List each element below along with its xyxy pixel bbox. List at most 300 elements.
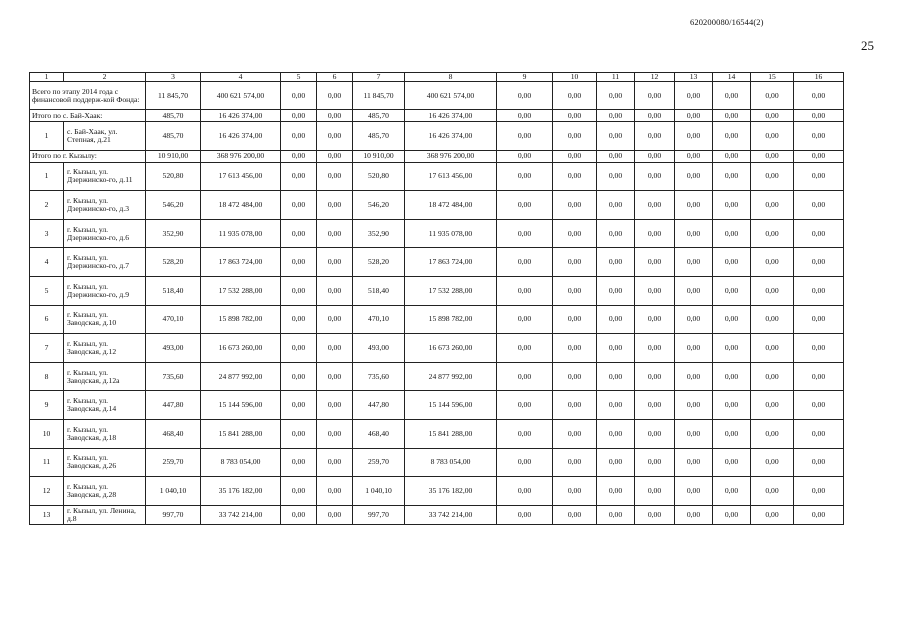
value-cell: 0,00 bbox=[317, 305, 353, 334]
value-cell: 0,00 bbox=[597, 505, 635, 524]
value-cell: 0,00 bbox=[713, 219, 751, 248]
value-cell: 0,00 bbox=[751, 448, 794, 477]
table-row bbox=[30, 162, 844, 191]
value-cell: 0,00 bbox=[497, 219, 553, 248]
value-cell: 18 472 484,00 bbox=[201, 191, 281, 220]
value-cell: 0,00 bbox=[281, 477, 317, 506]
value-cell: 0,00 bbox=[553, 448, 597, 477]
table-row bbox=[30, 362, 844, 391]
value-cell: 0,00 bbox=[635, 82, 675, 110]
value-cell: 0,00 bbox=[597, 362, 635, 391]
value-cell: 0,00 bbox=[794, 391, 844, 420]
value-cell: 0,00 bbox=[281, 162, 317, 191]
value-cell: 520,80 bbox=[353, 162, 405, 191]
value-cell: 0,00 bbox=[794, 191, 844, 220]
address-cell: г. Кызыл, ул. Заводская, д.12а bbox=[64, 362, 146, 391]
value-cell: 0,00 bbox=[751, 362, 794, 391]
value-cell: 0,00 bbox=[751, 122, 794, 151]
value-cell: 0,00 bbox=[713, 419, 751, 448]
value-cell: 0,00 bbox=[553, 391, 597, 420]
value-cell: 0,00 bbox=[635, 419, 675, 448]
value-cell: 0,00 bbox=[281, 362, 317, 391]
column-number: 7 bbox=[353, 73, 405, 82]
value-cell: 0,00 bbox=[597, 110, 635, 122]
value-cell: 470,10 bbox=[146, 305, 201, 334]
value-cell: 0,00 bbox=[794, 477, 844, 506]
address-cell: г. Кызыл, ул. Дзержинско-го, д.7 bbox=[64, 248, 146, 277]
value-cell: 0,00 bbox=[713, 191, 751, 220]
value-cell: 0,00 bbox=[794, 419, 844, 448]
value-cell: 0,00 bbox=[317, 419, 353, 448]
value-cell: 0,00 bbox=[553, 82, 597, 110]
value-cell: 0,00 bbox=[713, 122, 751, 151]
value-cell: 0,00 bbox=[597, 82, 635, 110]
table-row bbox=[30, 219, 844, 248]
value-cell: 0,00 bbox=[317, 110, 353, 122]
value-cell: 0,00 bbox=[675, 419, 713, 448]
value-cell: 11 845,70 bbox=[353, 82, 405, 110]
column-number: 2 bbox=[64, 73, 146, 82]
value-cell: 0,00 bbox=[675, 219, 713, 248]
value-cell: 0,00 bbox=[497, 82, 553, 110]
value-cell: 0,00 bbox=[497, 305, 553, 334]
value-cell: 528,20 bbox=[146, 248, 201, 277]
value-cell: 8 783 054,00 bbox=[201, 448, 281, 477]
value-cell: 0,00 bbox=[794, 448, 844, 477]
value-cell: 0,00 bbox=[553, 219, 597, 248]
value-cell: 0,00 bbox=[553, 505, 597, 524]
value-cell: 518,40 bbox=[353, 276, 405, 305]
value-cell: 0,00 bbox=[713, 276, 751, 305]
column-number: 16 bbox=[794, 73, 844, 82]
value-cell: 0,00 bbox=[317, 150, 353, 162]
value-cell: 15 841 288,00 bbox=[201, 419, 281, 448]
value-cell: 493,00 bbox=[146, 334, 201, 363]
value-cell: 35 176 182,00 bbox=[201, 477, 281, 506]
value-cell: 0,00 bbox=[675, 110, 713, 122]
value-cell: 0,00 bbox=[317, 162, 353, 191]
value-cell: 0,00 bbox=[794, 248, 844, 277]
value-cell: 485,70 bbox=[353, 110, 405, 122]
row-number: 4 bbox=[30, 248, 64, 277]
column-number: 14 bbox=[713, 73, 751, 82]
value-cell: 0,00 bbox=[497, 150, 553, 162]
table-row bbox=[30, 419, 844, 448]
value-cell: 0,00 bbox=[597, 448, 635, 477]
value-cell: 0,00 bbox=[553, 419, 597, 448]
value-cell: 1 040,10 bbox=[146, 477, 201, 506]
value-cell: 0,00 bbox=[597, 122, 635, 151]
value-cell: 24 877 992,00 bbox=[405, 362, 497, 391]
value-cell: 0,00 bbox=[713, 334, 751, 363]
value-cell: 0,00 bbox=[794, 122, 844, 151]
value-cell: 0,00 bbox=[317, 122, 353, 151]
value-cell: 0,00 bbox=[751, 419, 794, 448]
value-cell: 0,00 bbox=[751, 150, 794, 162]
value-cell: 16 673 260,00 bbox=[201, 334, 281, 363]
value-cell: 15 144 596,00 bbox=[405, 391, 497, 420]
value-cell: 0,00 bbox=[635, 477, 675, 506]
column-number: 1 bbox=[30, 73, 64, 82]
value-cell: 0,00 bbox=[317, 477, 353, 506]
value-cell: 33 742 214,00 bbox=[405, 505, 497, 524]
document-code: 620200080/16544(2) bbox=[690, 17, 764, 27]
value-cell: 0,00 bbox=[635, 276, 675, 305]
value-cell: 0,00 bbox=[713, 82, 751, 110]
value-cell: 0,00 bbox=[751, 276, 794, 305]
value-cell: 0,00 bbox=[751, 110, 794, 122]
value-cell: 0,00 bbox=[794, 162, 844, 191]
value-cell: 0,00 bbox=[317, 82, 353, 110]
row-number: 8 bbox=[30, 362, 64, 391]
value-cell: 400 621 574,00 bbox=[405, 82, 497, 110]
value-cell: 0,00 bbox=[713, 305, 751, 334]
value-cell: 0,00 bbox=[497, 248, 553, 277]
value-cell: 0,00 bbox=[675, 505, 713, 524]
value-cell: 0,00 bbox=[635, 448, 675, 477]
value-cell: 0,00 bbox=[635, 505, 675, 524]
value-cell: 0,00 bbox=[553, 110, 597, 122]
page-number: 25 bbox=[861, 38, 874, 53]
value-cell: 17 532 288,00 bbox=[201, 276, 281, 305]
column-number: 10 bbox=[553, 73, 597, 82]
value-cell: 0,00 bbox=[635, 191, 675, 220]
value-cell: 0,00 bbox=[317, 362, 353, 391]
column-number: 13 bbox=[675, 73, 713, 82]
total-label: Всего по этапу 2014 года с финансовой поддерж-кой Фонда: bbox=[30, 82, 146, 110]
column-number: 12 bbox=[635, 73, 675, 82]
value-cell: 0,00 bbox=[281, 191, 317, 220]
column-number: 8 bbox=[405, 73, 497, 82]
row-number: 10 bbox=[30, 419, 64, 448]
value-cell: 0,00 bbox=[281, 419, 317, 448]
value-cell: 0,00 bbox=[713, 110, 751, 122]
value-cell: 0,00 bbox=[751, 391, 794, 420]
value-cell: 520,80 bbox=[146, 162, 201, 191]
total-row bbox=[30, 150, 844, 162]
value-cell: 0,00 bbox=[281, 448, 317, 477]
row-number: 1 bbox=[30, 122, 64, 151]
value-cell: 17 863 724,00 bbox=[201, 248, 281, 277]
value-cell: 518,40 bbox=[146, 276, 201, 305]
row-number: 13 bbox=[30, 505, 64, 524]
value-cell: 0,00 bbox=[281, 122, 317, 151]
value-cell: 0,00 bbox=[553, 150, 597, 162]
table-row bbox=[30, 505, 844, 524]
value-cell: 0,00 bbox=[635, 305, 675, 334]
value-cell: 0,00 bbox=[497, 505, 553, 524]
value-cell: 16 673 260,00 bbox=[405, 334, 497, 363]
value-cell: 1 040,10 bbox=[353, 477, 405, 506]
row-number: 2 bbox=[30, 191, 64, 220]
value-cell: 0,00 bbox=[553, 477, 597, 506]
value-cell: 0,00 bbox=[597, 391, 635, 420]
value-cell: 0,00 bbox=[794, 82, 844, 110]
table-row bbox=[30, 191, 844, 220]
address-cell: с. Бай-Хаак, ул. Степная, д.21 bbox=[64, 122, 146, 151]
value-cell: 15 898 782,00 bbox=[201, 305, 281, 334]
value-cell: 0,00 bbox=[497, 391, 553, 420]
value-cell: 10 910,00 bbox=[353, 150, 405, 162]
address-cell: г. Кызыл, ул. Заводская, д.18 bbox=[64, 419, 146, 448]
value-cell: 0,00 bbox=[675, 191, 713, 220]
value-cell: 0,00 bbox=[497, 448, 553, 477]
value-cell: 0,00 bbox=[317, 505, 353, 524]
value-cell: 368 976 200,00 bbox=[405, 150, 497, 162]
value-cell: 0,00 bbox=[794, 305, 844, 334]
value-cell: 0,00 bbox=[635, 122, 675, 151]
value-cell: 0,00 bbox=[675, 448, 713, 477]
value-cell: 0,00 bbox=[553, 191, 597, 220]
value-cell: 352,90 bbox=[146, 219, 201, 248]
value-cell: 0,00 bbox=[281, 248, 317, 277]
value-cell: 0,00 bbox=[497, 191, 553, 220]
value-cell: 259,70 bbox=[353, 448, 405, 477]
total-row bbox=[30, 110, 844, 122]
value-cell: 0,00 bbox=[794, 110, 844, 122]
total-row bbox=[30, 82, 844, 110]
value-cell: 546,20 bbox=[146, 191, 201, 220]
value-cell: 0,00 bbox=[751, 82, 794, 110]
value-cell: 0,00 bbox=[751, 191, 794, 220]
value-cell: 0,00 bbox=[317, 448, 353, 477]
value-cell: 0,00 bbox=[597, 305, 635, 334]
value-cell: 0,00 bbox=[675, 276, 713, 305]
address-cell: г. Кызыл, ул. Заводская, д.26 bbox=[64, 448, 146, 477]
value-cell: 470,10 bbox=[353, 305, 405, 334]
value-cell: 16 426 374,00 bbox=[201, 110, 281, 122]
value-cell: 0,00 bbox=[713, 505, 751, 524]
table-row bbox=[30, 248, 844, 277]
value-cell: 0,00 bbox=[675, 82, 713, 110]
value-cell: 0,00 bbox=[553, 248, 597, 277]
value-cell: 0,00 bbox=[635, 362, 675, 391]
value-cell: 0,00 bbox=[497, 110, 553, 122]
value-cell: 0,00 bbox=[794, 276, 844, 305]
row-number: 5 bbox=[30, 276, 64, 305]
value-cell: 0,00 bbox=[317, 334, 353, 363]
value-cell: 0,00 bbox=[597, 419, 635, 448]
value-cell: 0,00 bbox=[317, 219, 353, 248]
value-cell: 0,00 bbox=[281, 334, 317, 363]
value-cell: 16 426 374,00 bbox=[405, 122, 497, 151]
address-cell: г. Кызыл, ул. Заводская, д.28 bbox=[64, 477, 146, 506]
value-cell: 0,00 bbox=[317, 191, 353, 220]
value-cell: 0,00 bbox=[675, 122, 713, 151]
table-row bbox=[30, 276, 844, 305]
value-cell: 0,00 bbox=[675, 362, 713, 391]
data-table bbox=[29, 72, 844, 525]
value-cell: 0,00 bbox=[281, 305, 317, 334]
table-row bbox=[30, 122, 844, 151]
value-cell: 0,00 bbox=[553, 362, 597, 391]
value-cell: 485,70 bbox=[146, 122, 201, 151]
column-number: 4 bbox=[201, 73, 281, 82]
value-cell: 493,00 bbox=[353, 334, 405, 363]
address-cell: г. Кызыл, ул. Ленина, д.8 bbox=[64, 505, 146, 524]
value-cell: 468,40 bbox=[146, 419, 201, 448]
column-number: 3 bbox=[146, 73, 201, 82]
value-cell: 10 910,00 bbox=[146, 150, 201, 162]
value-cell: 0,00 bbox=[675, 477, 713, 506]
value-cell: 0,00 bbox=[597, 219, 635, 248]
column-number: 6 bbox=[317, 73, 353, 82]
value-cell: 0,00 bbox=[597, 162, 635, 191]
value-cell: 0,00 bbox=[713, 391, 751, 420]
value-cell: 17 532 288,00 bbox=[405, 276, 497, 305]
value-cell: 0,00 bbox=[317, 248, 353, 277]
value-cell: 0,00 bbox=[751, 162, 794, 191]
value-cell: 16 426 374,00 bbox=[405, 110, 497, 122]
value-cell: 0,00 bbox=[675, 305, 713, 334]
value-cell: 546,20 bbox=[353, 191, 405, 220]
value-cell: 0,00 bbox=[751, 248, 794, 277]
value-cell: 0,00 bbox=[794, 334, 844, 363]
value-cell: 0,00 bbox=[281, 391, 317, 420]
value-cell: 0,00 bbox=[635, 150, 675, 162]
total-label: Итого по г. Кызылу: bbox=[30, 150, 146, 162]
value-cell: 0,00 bbox=[553, 334, 597, 363]
table-row bbox=[30, 334, 844, 363]
value-cell: 447,80 bbox=[353, 391, 405, 420]
value-cell: 11 935 078,00 bbox=[201, 219, 281, 248]
value-cell: 0,00 bbox=[713, 150, 751, 162]
value-cell: 0,00 bbox=[713, 362, 751, 391]
address-cell: г. Кызыл, ул. Дзержинско-го, д.9 bbox=[64, 276, 146, 305]
column-number: 9 bbox=[497, 73, 553, 82]
value-cell: 0,00 bbox=[497, 334, 553, 363]
value-cell: 0,00 bbox=[794, 150, 844, 162]
address-cell: г. Кызыл, ул. Заводская, д.10 bbox=[64, 305, 146, 334]
value-cell: 0,00 bbox=[281, 219, 317, 248]
value-cell: 0,00 bbox=[553, 276, 597, 305]
value-cell: 468,40 bbox=[353, 419, 405, 448]
value-cell: 0,00 bbox=[635, 162, 675, 191]
value-cell: 735,60 bbox=[353, 362, 405, 391]
value-cell: 0,00 bbox=[553, 305, 597, 334]
table-row bbox=[30, 448, 844, 477]
address-cell: г. Кызыл, ул. Заводская, д.14 bbox=[64, 391, 146, 420]
value-cell: 352,90 bbox=[353, 219, 405, 248]
value-cell: 0,00 bbox=[794, 219, 844, 248]
value-cell: 15 898 782,00 bbox=[405, 305, 497, 334]
value-cell: 0,00 bbox=[713, 162, 751, 191]
column-number-row bbox=[30, 73, 844, 82]
value-cell: 0,00 bbox=[751, 477, 794, 506]
value-cell: 0,00 bbox=[751, 219, 794, 248]
value-cell: 0,00 bbox=[635, 334, 675, 363]
value-cell: 368 976 200,00 bbox=[201, 150, 281, 162]
value-cell: 0,00 bbox=[751, 334, 794, 363]
value-cell: 0,00 bbox=[713, 477, 751, 506]
address-cell: г. Кызыл, ул. Дзержинско-го, д.3 bbox=[64, 191, 146, 220]
value-cell: 0,00 bbox=[281, 505, 317, 524]
value-cell: 0,00 bbox=[597, 150, 635, 162]
value-cell: 16 426 374,00 bbox=[201, 122, 281, 151]
value-cell: 0,00 bbox=[497, 362, 553, 391]
value-cell: 485,70 bbox=[146, 110, 201, 122]
value-cell: 17 613 456,00 bbox=[405, 162, 497, 191]
total-label: Итого по с. Бай-Хаак: bbox=[30, 110, 146, 122]
value-cell: 0,00 bbox=[635, 110, 675, 122]
value-cell: 0,00 bbox=[597, 248, 635, 277]
value-cell: 0,00 bbox=[553, 162, 597, 191]
value-cell: 735,60 bbox=[146, 362, 201, 391]
value-cell: 0,00 bbox=[675, 248, 713, 277]
address-cell: г. Кызыл, ул. Заводская, д.12 bbox=[64, 334, 146, 363]
value-cell: 0,00 bbox=[497, 162, 553, 191]
value-cell: 259,70 bbox=[146, 448, 201, 477]
value-cell: 17 613 456,00 bbox=[201, 162, 281, 191]
value-cell: 0,00 bbox=[597, 477, 635, 506]
table-row bbox=[30, 477, 844, 506]
row-number: 3 bbox=[30, 219, 64, 248]
value-cell: 0,00 bbox=[751, 305, 794, 334]
value-cell: 0,00 bbox=[675, 162, 713, 191]
row-number: 11 bbox=[30, 448, 64, 477]
value-cell: 0,00 bbox=[675, 334, 713, 363]
value-cell: 0,00 bbox=[281, 110, 317, 122]
value-cell: 17 863 724,00 bbox=[405, 248, 497, 277]
value-cell: 15 144 596,00 bbox=[201, 391, 281, 420]
value-cell: 0,00 bbox=[713, 248, 751, 277]
value-cell: 997,70 bbox=[146, 505, 201, 524]
value-cell: 0,00 bbox=[317, 391, 353, 420]
value-cell: 8 783 054,00 bbox=[405, 448, 497, 477]
value-cell: 24 877 992,00 bbox=[201, 362, 281, 391]
value-cell: 0,00 bbox=[597, 334, 635, 363]
column-number: 11 bbox=[597, 73, 635, 82]
value-cell: 0,00 bbox=[635, 248, 675, 277]
value-cell: 0,00 bbox=[497, 477, 553, 506]
value-cell: 0,00 bbox=[794, 505, 844, 524]
value-cell: 0,00 bbox=[675, 150, 713, 162]
value-cell: 0,00 bbox=[281, 150, 317, 162]
row-number: 1 bbox=[30, 162, 64, 191]
value-cell: 0,00 bbox=[553, 122, 597, 151]
value-cell: 0,00 bbox=[794, 362, 844, 391]
value-cell: 0,00 bbox=[751, 505, 794, 524]
value-cell: 11 935 078,00 bbox=[405, 219, 497, 248]
value-cell: 0,00 bbox=[713, 448, 751, 477]
address-cell: г. Кызыл, ул. Дзержинско-го, д.6 bbox=[64, 219, 146, 248]
value-cell: 0,00 bbox=[497, 276, 553, 305]
value-cell: 0,00 bbox=[317, 276, 353, 305]
value-cell: 400 621 574,00 bbox=[201, 82, 281, 110]
row-number: 9 bbox=[30, 391, 64, 420]
value-cell: 485,70 bbox=[353, 122, 405, 151]
value-cell: 18 472 484,00 bbox=[405, 191, 497, 220]
value-cell: 0,00 bbox=[635, 219, 675, 248]
value-cell: 447,80 bbox=[146, 391, 201, 420]
value-cell: 0,00 bbox=[597, 191, 635, 220]
value-cell: 0,00 bbox=[635, 391, 675, 420]
table-row bbox=[30, 391, 844, 420]
row-number: 6 bbox=[30, 305, 64, 334]
row-number: 12 bbox=[30, 477, 64, 506]
value-cell: 35 176 182,00 bbox=[405, 477, 497, 506]
value-cell: 997,70 bbox=[353, 505, 405, 524]
column-number: 15 bbox=[751, 73, 794, 82]
value-cell: 0,00 bbox=[597, 276, 635, 305]
value-cell: 528,20 bbox=[353, 248, 405, 277]
column-number: 5 bbox=[281, 73, 317, 82]
value-cell: 33 742 214,00 bbox=[201, 505, 281, 524]
value-cell: 15 841 288,00 bbox=[405, 419, 497, 448]
address-cell: г. Кызыл, ул. Дзержинско-го, д.11 bbox=[64, 162, 146, 191]
value-cell: 0,00 bbox=[675, 391, 713, 420]
value-cell: 0,00 bbox=[497, 419, 553, 448]
